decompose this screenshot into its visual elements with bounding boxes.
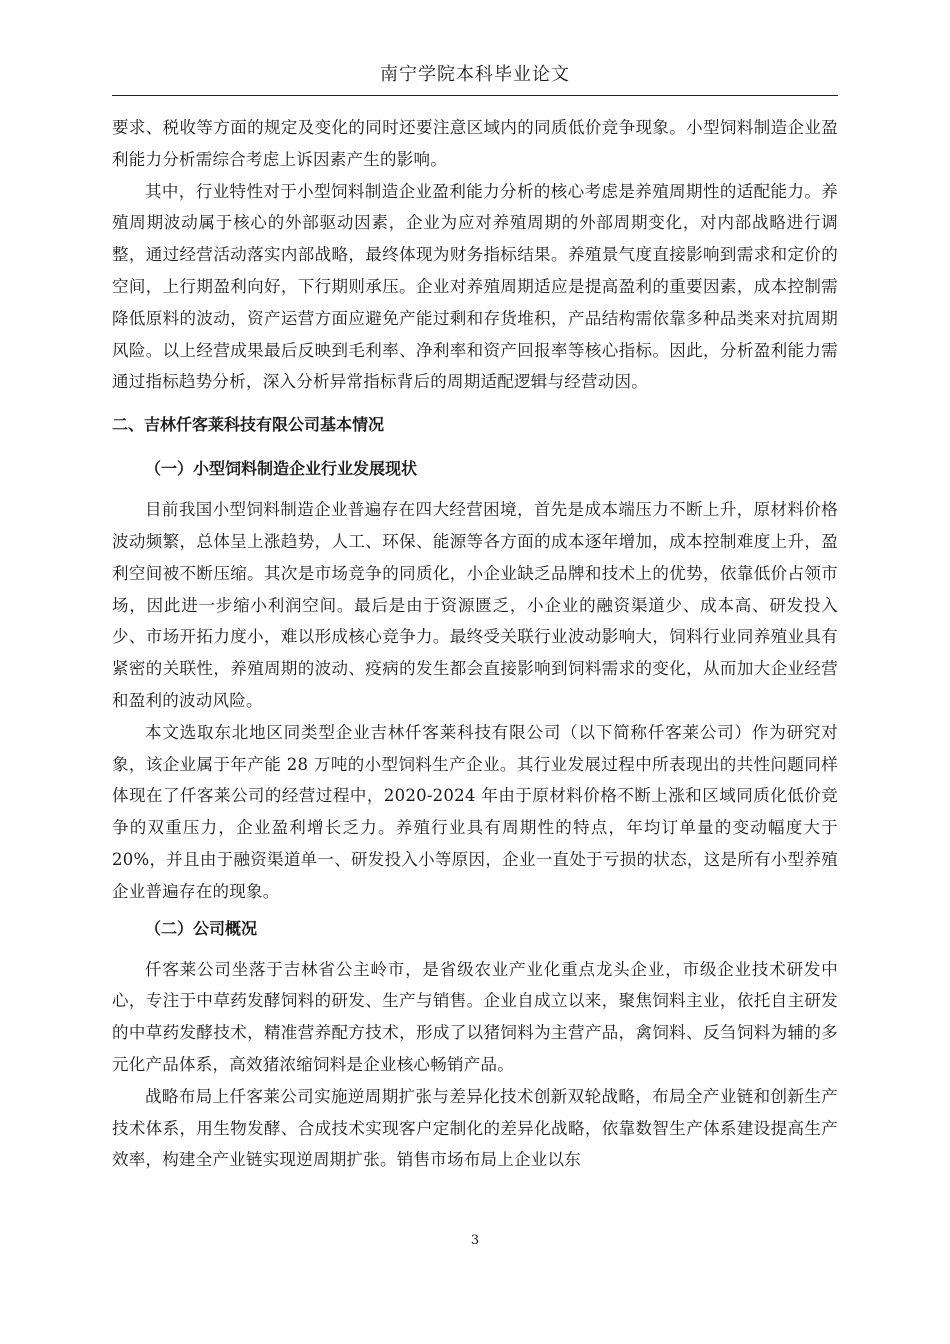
section-heading: 二、吉林仟客莱科技有限公司基本情况 (112, 415, 385, 435)
running-header: 南宁学院本科毕业论文 (380, 64, 570, 85)
page-body (112, 112, 838, 1176)
page-number: 3 (470, 1233, 480, 1248)
header-rule (112, 95, 838, 96)
paragraph: 本文选取东北地区同类型企业吉林仟客莱科技有限公司（以下简称仟客莱公司）作为研究对象，该企业属于年产能 28 万吨的小型饲料生产企业。其行业发展过程中所表现出的共性问题同样体现在了仟客莱公司的经营过程中，2020-2024 年由于原材料价格不断上涨和区域同质化低价竞争的双重压力，企业盈利增长乏力。养殖行业具有周期性的特点，年均订单量的变动幅度大于 20%，并且由于融资渠道单一、研发投入小等原因，企业一直处于亏损的状态，这是所有小型养殖企业普遍存在的现象。 (112, 722, 838, 901)
paragraph: 战略布局上仟客莱公司实施逆周期扩张与差异化技术创新双轮战略，布局全产业链和创新生产技术体系，用生物发酵、合成技术实现客户定制化的差异化战略，依靠数智生产体系建设提高生产效率，构建全产业链实现逆周期扩张。销售市场布局上企业以东 (112, 1086, 838, 1170)
paragraph: 仟客莱公司坐落于吉林省公主岭市，是省级农业产业化重点龙头企业，市级企业技术研发中心，专注于中草药发酵饲料的研发、生产与销售。企业自成立以来，聚焦饲料主业，依托自主研发的中草药发酵技术，精准营养配方技术，形成了以猪饲料为主营产品，禽饲料、反刍饲料为辅的多元化产品体系，高效猪浓缩饲料是企业核心畅销产品。 (112, 959, 838, 1074)
paragraph: 其中，行业特性对于小型饲料制造企业盈利能力分析的核心考虑是养殖周期性的适配能力。养殖周期波动属于核心的外部驱动因素，企业为应对养殖周期的外部周期变化，对内部战略进行调整，通过经营活动落实内部战略，最终体现为财务指标结果。养殖景气度直接影响到需求和定价的空间，上行期盈利向好，下行期则承压。企业对养殖周期适应是提高盈利的重要因素，成本控制需降低原料的波动，资产运营方面应避免产能过剩和存货堆积，产品结构需依靠多种品类来对抗周期风险。以上经营成果最后反映到毛利率、净利率和资产回报率等核心指标。因此，分析盈利能力需通过指标趋势分析，深入分析异常指标背后的周期适配逻辑与经营动因。 (112, 181, 838, 392)
subsection-heading: （一）小型饲料制造企业行业发展现状 (145, 459, 418, 479)
paragraph-continued: 要求、税收等方面的规定及变化的同时还要注意区域内的同质低价竞争现象。小型饲料制造企业盈利能力分析需综合考虑上诉因素产生的影响。 (112, 118, 838, 169)
paragraph: 目前我国小型饲料制造企业普遍存在四大经营困境，首先是成本端压力不断上升，原材料价格波动频繁，总体呈上涨趋势，人工、环保、能源等各方面的成本逐年增加，成本控制难度上升，盈利空间被不断压缩。其次是市场竞争的同质化，小企业缺乏品牌和技术上的优势，依靠低价占领市场，因此进一步缩小利润空间。最后是由于资源匮乏，小企业的融资渠道少、成本高、研发投入少、市场开拓力度小，难以形成核心竞争力。最终受关联行业波动影响大，饲料行业同养殖业具有紧密的关联性，养殖周期的波动、疫病的发生都会直接影响到饲料需求的变化，从而加大企业经营和盈利的波动风险。 (112, 500, 838, 710)
subsection-heading: （二）公司概况 (145, 918, 258, 938)
